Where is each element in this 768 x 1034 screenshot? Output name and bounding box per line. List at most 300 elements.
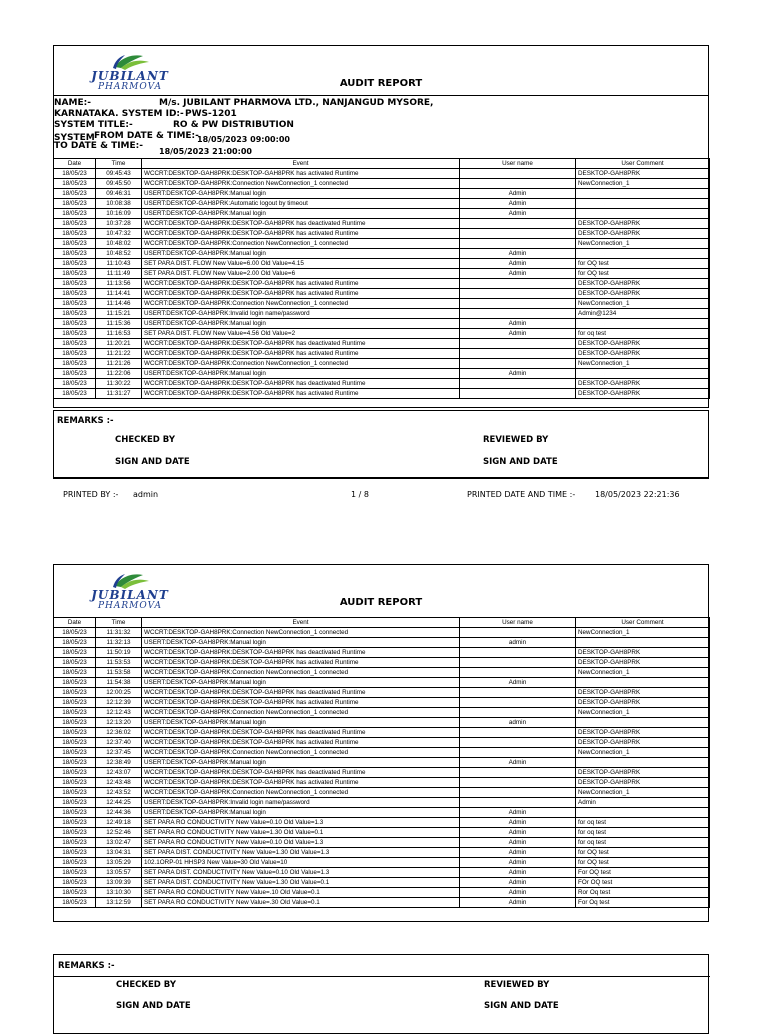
report-page-2: [53, 564, 709, 1004]
user-name-cell: Admin: [460, 898, 576, 908]
event-cell: WCCRT:DESKTOP-GAH8PRK:DESKTOP-GAH8PRK has deactivated Runtime: [142, 728, 460, 738]
user-name-cell: Admin: [460, 808, 576, 818]
name-label: NAME:-: [54, 98, 91, 108]
time-cell: 11:32:13: [96, 638, 142, 648]
event-cell: 102.1ORP-01 HHSP3 New Value=30 Old Value=10: [142, 858, 460, 868]
date-cell: 18/05/23: [54, 389, 96, 399]
time-cell: 12:13:20: [96, 718, 142, 728]
date-cell: 18/05/23: [54, 219, 96, 229]
user-comment-cell: DESKTOP-GAH8PRK: [576, 339, 710, 349]
event-cell: USERT:DESKTOP-GAH8PRK:Manual login: [142, 638, 460, 648]
table-row: [54, 898, 710, 908]
user-comment-cell: for oq test: [576, 838, 710, 848]
checked-by-label-page-2: CHECKED BY: [116, 980, 176, 990]
time-cell: 11:16:53: [96, 329, 142, 339]
user-comment-cell: NewConnection_1: [576, 708, 710, 718]
user-comment-cell: [576, 189, 710, 199]
user-name-cell: [460, 648, 576, 658]
user-name-cell: [460, 658, 576, 668]
event-cell: USERT:DESKTOP-GAH8PRK:Manual login: [142, 319, 460, 329]
time-cell: 10:48:02: [96, 239, 142, 249]
user-comment-cell: NewConnection_1: [576, 359, 710, 369]
time-cell: 11:21:22: [96, 349, 142, 359]
user-comment-cell: DESKTOP-GAH8PRK: [576, 389, 710, 399]
printed-date-label: PRINTED DATE AND TIME :-: [467, 490, 576, 499]
event-cell: WCCRT:DESKTOP-GAH8PRK:DESKTOP-GAH8PRK has activated Runtime: [142, 169, 460, 179]
table-row: [54, 329, 710, 339]
user-name-cell: Admin: [460, 189, 576, 199]
table-row: [54, 888, 710, 898]
date-cell: 18/05/23: [54, 329, 96, 339]
date-cell: 18/05/23: [54, 379, 96, 389]
user-name-cell: Admin: [460, 329, 576, 339]
time-cell: 12:12:43: [96, 708, 142, 718]
table-row: [54, 339, 710, 349]
date-cell: 18/05/23: [54, 798, 96, 808]
table-row: [54, 239, 710, 249]
user-name-cell: [460, 748, 576, 758]
table-header-row: [54, 618, 710, 628]
user-name-cell: Admin: [460, 199, 576, 209]
event-cell: WCCRT:DESKTOP-GAH8PRK:DESKTOP-GAH8PRK has activated Runtime: [142, 778, 460, 788]
event-cell: SET PARA DIST. CONDUCTIVITY New Value=1.30 Old Value=0.1: [142, 878, 460, 888]
user-comment-cell: DESKTOP-GAH8PRK: [576, 229, 710, 239]
time-cell: 12:52:46: [96, 828, 142, 838]
user-comment-cell: Ror Oq test: [576, 888, 710, 898]
user-comment-cell: [576, 718, 710, 728]
table-row: [54, 279, 710, 289]
table-row: [54, 648, 710, 658]
company-logo-subtext: PHARMOVA: [97, 601, 162, 611]
printed-date-value: 18/05/2023 22:21:36: [595, 490, 680, 499]
time-cell: 11:31:32: [96, 628, 142, 638]
company-logo-subtext: PHARMOVA: [97, 82, 162, 92]
user-name-cell: Admin: [460, 878, 576, 888]
user-name-cell: [460, 349, 576, 359]
checked-by-label: CHECKED BY: [115, 435, 175, 445]
date-cell: 18/05/23: [54, 808, 96, 818]
time-cell: 11:50:19: [96, 648, 142, 658]
user-comment-cell: NewConnection_1: [576, 628, 710, 638]
table-row: [54, 349, 710, 359]
time-cell: 13:02:47: [96, 838, 142, 848]
user-name-cell: [460, 279, 576, 289]
user-comment-cell: DESKTOP-GAH8PRK: [576, 379, 710, 389]
event-cell: WCCRT:DESKTOP-GAH8PRK:Connection NewConnection_1 connected: [142, 299, 460, 309]
time-cell: 12:43:07: [96, 768, 142, 778]
time-cell: 11:14:41: [96, 289, 142, 299]
user-name-cell: [460, 708, 576, 718]
event-cell: USERT:DESKTOP-GAH8PRK:Manual login: [142, 369, 460, 379]
time-cell: 12:43:48: [96, 778, 142, 788]
user-comment-cell: [576, 199, 710, 209]
event-cell: WCCRT:DESKTOP-GAH8PRK:DESKTOP-GAH8PRK has activated Runtime: [142, 229, 460, 239]
event-cell: WCCRT:DESKTOP-GAH8PRK:DESKTOP-GAH8PRK has deactivated Runtime: [142, 339, 460, 349]
table-row: [54, 289, 710, 299]
user-comment-cell: FOr OQ test: [576, 878, 710, 888]
user-comment-cell: DESKTOP-GAH8PRK: [576, 289, 710, 299]
audit-log-table-page-1: [53, 158, 710, 399]
table-row: [54, 828, 710, 838]
date-cell: 18/05/23: [54, 668, 96, 678]
user-name-cell: [460, 219, 576, 229]
date-cell: 18/05/23: [54, 349, 96, 359]
user-comment-cell: NewConnection_1: [576, 239, 710, 249]
user-comment-cell: DESKTOP-GAH8PRK: [576, 688, 710, 698]
reviewed-by-label-page-2: REVIEWED BY: [484, 980, 550, 990]
date-cell: 18/05/23: [54, 648, 96, 658]
time-cell: 12:44:25: [96, 798, 142, 808]
time-cell: 11:31:27: [96, 389, 142, 399]
event-cell: SET PARA DIST. FLOW New Value=2.00 Old Value=6: [142, 269, 460, 279]
page-number: 1 / 8: [351, 490, 369, 499]
user-comment-cell: [576, 319, 710, 329]
leaf-emblem-icon: [75, 570, 185, 590]
audit-log-body-1: [54, 169, 710, 399]
reviewed-by-label: REVIEWED BY: [483, 435, 549, 445]
date-cell: 18/05/23: [54, 718, 96, 728]
time-cell: 10:48:52: [96, 249, 142, 259]
date-cell: 18/05/23: [54, 209, 96, 219]
date-cell: 18/05/23: [54, 299, 96, 309]
user-name-cell: [460, 688, 576, 698]
user-comment-cell: NewConnection_1: [576, 748, 710, 758]
event-cell: SET PARA DIST. CONDUCTIVITY New Value=1.30 Old Value=1.3: [142, 848, 460, 858]
user-comment-cell: NewConnection_1: [576, 179, 710, 189]
user-comment-cell: NewConnection_1: [576, 788, 710, 798]
user-name-cell: [460, 628, 576, 638]
date-cell: 18/05/23: [54, 788, 96, 798]
table-row: [54, 259, 710, 269]
sign-date-right-page-2: SIGN AND DATE: [484, 1001, 559, 1011]
event-cell: WCCRT:DESKTOP-GAH8PRK:Connection NewConnection_1 connected: [142, 788, 460, 798]
user-name-cell: Admin: [460, 858, 576, 868]
event-cell: SET PARA RO CONDUCTIVITY New Value=.10 Old Value=0.1: [142, 888, 460, 898]
user-name-cell: [460, 778, 576, 788]
event-cell: WCCRT:DESKTOP-GAH8PRK:DESKTOP-GAH8PRK has activated Runtime: [142, 698, 460, 708]
report-title: AUDIT REPORT: [339, 78, 423, 89]
time-cell: 09:45:43: [96, 169, 142, 179]
user-name-cell: [460, 668, 576, 678]
time-cell: 09:45:50: [96, 179, 142, 189]
event-cell: USERT:DESKTOP-GAH8PRK:Invalid login name/password: [142, 798, 460, 808]
report-title-page-2: AUDIT REPORT: [339, 597, 423, 608]
table-row: [54, 798, 710, 808]
user-comment-cell: DESKTOP-GAH8PRK: [576, 658, 710, 668]
event-cell: WCCRT:DESKTOP-GAH8PRK:Connection NewConnection_1 connected: [142, 748, 460, 758]
date-cell: 18/05/23: [54, 628, 96, 638]
event-cell: USERT:DESKTOP-GAH8PRK:Manual login: [142, 249, 460, 259]
time-cell: 13:09:39: [96, 878, 142, 888]
column-header-time: Time: [96, 618, 142, 628]
event-cell: WCCRT:DESKTOP-GAH8PRK:DESKTOP-GAH8PRK has deactivated Runtime: [142, 768, 460, 778]
user-name-cell: admin: [460, 718, 576, 728]
table-row: [54, 319, 710, 329]
table-row: [54, 668, 710, 678]
event-cell: WCCRT:DESKTOP-GAH8PRK:DESKTOP-GAH8PRK has activated Runtime: [142, 658, 460, 668]
user-comment-cell: [576, 808, 710, 818]
user-comment-cell: DESKTOP-GAH8PRK: [576, 169, 710, 179]
column-header-time: Time: [96, 159, 142, 169]
from-date-value: 18/05/2023 09:00:00: [197, 135, 290, 144]
time-cell: 10:08:38: [96, 199, 142, 209]
user-comment-cell: For OQ test: [576, 868, 710, 878]
audit-log-body-2: [54, 628, 710, 908]
user-comment-cell: DESKTOP-GAH8PRK: [576, 279, 710, 289]
date-cell: 18/05/23: [54, 848, 96, 858]
event-cell: SET PARA RO CONDUCTIVITY New Value=1.30 Old Value=0.1: [142, 828, 460, 838]
name-value: M/s. JUBILANT PHARMOVA LTD., NANJANGUD MYSORE,: [159, 98, 434, 108]
table-row: [54, 678, 710, 688]
date-cell: 18/05/23: [54, 169, 96, 179]
user-comment-cell: [576, 369, 710, 379]
time-cell: 11:11:49: [96, 269, 142, 279]
event-cell: USERT:DESKTOP-GAH8PRK:Automatic logout by timeout: [142, 199, 460, 209]
table-row: [54, 628, 710, 638]
user-comment-cell: for OQ test: [576, 848, 710, 858]
date-cell: 18/05/23: [54, 319, 96, 329]
system-title-value: RO & PW DISTRIBUTION: [173, 120, 294, 130]
user-name-cell: Admin: [460, 818, 576, 828]
time-cell: 11:13:56: [96, 279, 142, 289]
user-name-cell: [460, 798, 576, 808]
date-cell: 18/05/23: [54, 249, 96, 259]
date-cell: 18/05/23: [54, 898, 96, 908]
user-name-cell: Admin: [460, 868, 576, 878]
user-name-cell: [460, 239, 576, 249]
event-cell: SET PARA RO CONDUCTIVITY New Value=0.10 Old Value=1.3: [142, 838, 460, 848]
date-cell: 18/05/23: [54, 758, 96, 768]
table-row: [54, 199, 710, 209]
time-cell: 11:15:21: [96, 309, 142, 319]
user-comment-cell: DESKTOP-GAH8PRK: [576, 698, 710, 708]
user-name-cell: [460, 359, 576, 369]
table-row: [54, 728, 710, 738]
header-divider: [53, 95, 709, 96]
date-cell: 18/05/23: [54, 678, 96, 688]
table-row: [54, 718, 710, 728]
column-header-user-name: User name: [460, 618, 576, 628]
date-cell: 18/05/23: [54, 698, 96, 708]
event-cell: WCCRT:DESKTOP-GAH8PRK:DESKTOP-GAH8PRK has activated Runtime: [142, 738, 460, 748]
event-cell: USERT:DESKTOP-GAH8PRK:Manual login: [142, 209, 460, 219]
table-row: [54, 768, 710, 778]
event-cell: WCCRT:DESKTOP-GAH8PRK:DESKTOP-GAH8PRK has deactivated Runtime: [142, 648, 460, 658]
printed-by-label: PRINTED BY :-: [63, 490, 119, 499]
date-cell: 18/05/23: [54, 339, 96, 349]
user-name-cell: Admin: [460, 838, 576, 848]
event-cell: WCCRT:DESKTOP-GAH8PRK:DESKTOP-GAH8PRK has deactivated Runtime: [142, 219, 460, 229]
date-cell: 18/05/23: [54, 239, 96, 249]
table-row: [54, 179, 710, 189]
user-comment-cell: for oq test: [576, 828, 710, 838]
column-header-user-name: User name: [460, 159, 576, 169]
user-name-cell: [460, 169, 576, 179]
user-comment-cell: for OQ test: [576, 269, 710, 279]
time-cell: 12:36:02: [96, 728, 142, 738]
user-comment-cell: [576, 638, 710, 648]
user-comment-cell: NewConnection_1: [576, 668, 710, 678]
event-cell: WCCRT:DESKTOP-GAH8PRK:DESKTOP-GAH8PRK has activated Runtime: [142, 289, 460, 299]
user-name-cell: [460, 339, 576, 349]
time-cell: 12:43:52: [96, 788, 142, 798]
date-cell: 18/05/23: [54, 838, 96, 848]
user-name-cell: Admin: [460, 319, 576, 329]
table-row: [54, 698, 710, 708]
event-cell: WCCRT:DESKTOP-GAH8PRK:Connection NewConnection_1 connected: [142, 708, 460, 718]
user-name-cell: [460, 309, 576, 319]
event-cell: SET PARA DIST. FLOW New Value=6.00 Old Value=4.15: [142, 259, 460, 269]
remarks-bottom-line: [53, 478, 709, 479]
system-title-label: SYSTEM TITLE:-: [54, 120, 133, 130]
table-row: [54, 638, 710, 648]
user-name-cell: Admin: [460, 888, 576, 898]
date-cell: 18/05/23: [54, 738, 96, 748]
table-row: [54, 838, 710, 848]
event-cell: USERT:DESKTOP-GAH8PRK:Manual login: [142, 758, 460, 768]
user-name-cell: [460, 698, 576, 708]
table-row: [54, 379, 710, 389]
table-row: [54, 688, 710, 698]
table-row: [54, 848, 710, 858]
user-comment-cell: DESKTOP-GAH8PRK: [576, 778, 710, 788]
table-row: [54, 858, 710, 868]
date-cell: 18/05/23: [54, 658, 96, 668]
to-date-label: TO DATE & TIME:-: [54, 141, 143, 151]
table-row: [54, 309, 710, 319]
user-name-cell: [460, 788, 576, 798]
date-cell: 18/05/23: [54, 748, 96, 758]
user-comment-cell: DESKTOP-GAH8PRK: [576, 648, 710, 658]
date-cell: 18/05/23: [54, 778, 96, 788]
user-name-cell: [460, 299, 576, 309]
user-name-cell: Admin: [460, 249, 576, 259]
user-comment-cell: DESKTOP-GAH8PRK: [576, 768, 710, 778]
time-cell: 11:30:22: [96, 379, 142, 389]
user-comment-cell: For Oq test: [576, 898, 710, 908]
column-header-date: Date: [54, 159, 96, 169]
date-cell: 18/05/23: [54, 858, 96, 868]
event-cell: WCCRT:DESKTOP-GAH8PRK:Connection NewConnection_1 connected: [142, 668, 460, 678]
time-cell: 11:15:36: [96, 319, 142, 329]
user-name-cell: Admin: [460, 848, 576, 858]
audit-log-header-2: [54, 618, 710, 628]
user-name-cell: [460, 379, 576, 389]
event-cell: SET PARA DIST. FLOW New Value=4.56 Old Value=2: [142, 329, 460, 339]
event-cell: WCCRT:DESKTOP-GAH8PRK:DESKTOP-GAH8PRK has activated Runtime: [142, 389, 460, 399]
to-date-value: 18/05/2023 21:00:00: [159, 147, 252, 156]
sign-date-left-page-2: SIGN AND DATE: [116, 1001, 191, 1011]
time-cell: 12:37:45: [96, 748, 142, 758]
event-cell: WCCRT:DESKTOP-GAH8PRK:Connection NewConnection_1 connected: [142, 179, 460, 189]
event-cell: USERT:DESKTOP-GAH8PRK:Manual login: [142, 808, 460, 818]
event-cell: SET PARA RO CONDUCTIVITY New Value=0.10 Old Value=1.3: [142, 818, 460, 828]
company-logo-text: JUBILANT: [91, 588, 169, 602]
time-cell: 11:22:06: [96, 369, 142, 379]
time-cell: 13:10:30: [96, 888, 142, 898]
user-comment-cell: Admin@1234: [576, 309, 710, 319]
table-row: [54, 209, 710, 219]
user-name-cell: Admin: [460, 758, 576, 768]
user-name-cell: Admin: [460, 678, 576, 688]
table-row: [54, 748, 710, 758]
date-cell: 18/05/23: [54, 179, 96, 189]
date-cell: 18/05/23: [54, 199, 96, 209]
table-row: [54, 249, 710, 259]
table-row: [54, 788, 710, 798]
time-cell: 12:38:49: [96, 758, 142, 768]
event-cell: SET PARA DIST. CONDUCTIVITY New Value=0.10 Old Value=1.3: [142, 868, 460, 878]
date-cell: 18/05/23: [54, 708, 96, 718]
date-cell: 18/05/23: [54, 289, 96, 299]
user-comment-cell: [576, 678, 710, 688]
date-cell: 18/05/23: [54, 259, 96, 269]
time-cell: 11:21:26: [96, 359, 142, 369]
date-cell: 18/05/23: [54, 359, 96, 369]
user-comment-cell: for oq test: [576, 818, 710, 828]
date-cell: 18/05/23: [54, 638, 96, 648]
date-cell: 18/05/23: [54, 309, 96, 319]
user-comment-cell: DESKTOP-GAH8PRK: [576, 728, 710, 738]
table-row: [54, 299, 710, 309]
user-comment-cell: [576, 209, 710, 219]
table-row: [54, 229, 710, 239]
table-row: [54, 189, 710, 199]
user-name-cell: Admin: [460, 209, 576, 219]
printed-by-value: admin: [133, 490, 159, 499]
user-name-cell: Admin: [460, 259, 576, 269]
time-cell: 11:10:43: [96, 259, 142, 269]
event-cell: WCCRT:DESKTOP-GAH8PRK:DESKTOP-GAH8PRK has activated Runtime: [142, 349, 460, 359]
event-cell: USERT:DESKTOP-GAH8PRK:Invalid login name/password: [142, 309, 460, 319]
time-cell: 10:16:09: [96, 209, 142, 219]
remarks-box-page-1: [53, 410, 709, 478]
user-comment-cell: DESKTOP-GAH8PRK: [576, 349, 710, 359]
table-row: [54, 818, 710, 828]
audit-log-header-1: [54, 159, 710, 169]
column-header-user-comment: User Comment: [576, 159, 710, 169]
user-comment-cell: Admin: [576, 798, 710, 808]
column-header-event: Event: [142, 618, 460, 628]
user-comment-cell: NewConnection_1: [576, 299, 710, 309]
table-row: [54, 878, 710, 888]
from-date-label: FROM DATE & TIME:-: [94, 131, 199, 141]
event-cell: WCCRT:DESKTOP-GAH8PRK:Connection NewConnection_1 connected: [142, 239, 460, 249]
user-name-cell: [460, 179, 576, 189]
date-cell: 18/05/23: [54, 768, 96, 778]
event-cell: USERT:DESKTOP-GAH8PRK:Manual login: [142, 189, 460, 199]
user-name-cell: [460, 229, 576, 239]
company-logo-text: JUBILANT: [91, 69, 169, 83]
date-cell: 18/05/23: [54, 369, 96, 379]
date-cell: 18/05/23: [54, 189, 96, 199]
time-cell: 11:20:21: [96, 339, 142, 349]
date-cell: 18/05/23: [54, 688, 96, 698]
table-row: [54, 389, 710, 399]
user-name-cell: [460, 389, 576, 399]
user-name-cell: Admin: [460, 828, 576, 838]
time-cell: 11:54:38: [96, 678, 142, 688]
user-name-cell: Admin: [460, 369, 576, 379]
table-row: [54, 758, 710, 768]
user-name-cell: [460, 289, 576, 299]
date-cell: 18/05/23: [54, 878, 96, 888]
time-cell: 10:37:28: [96, 219, 142, 229]
system-id-value: PWS-1201: [185, 109, 237, 119]
time-cell: 09:46:31: [96, 189, 142, 199]
user-comment-cell: for oq test: [576, 329, 710, 339]
date-cell: 18/05/23: [54, 828, 96, 838]
